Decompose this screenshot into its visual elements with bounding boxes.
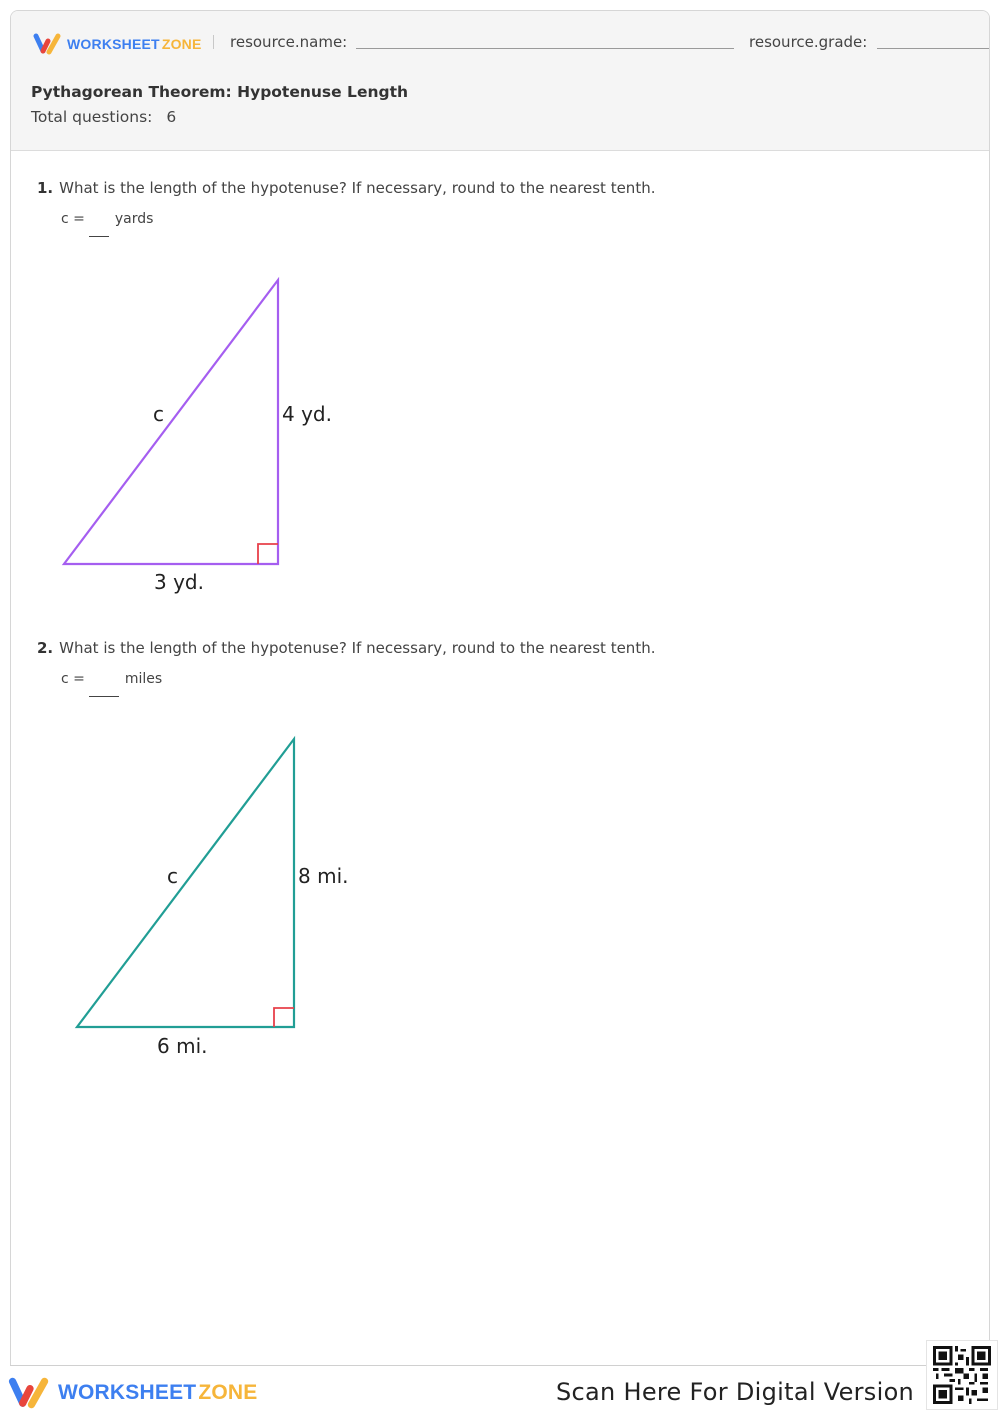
answer-unit: miles	[124, 671, 163, 687]
total-questions-label: Total questions:	[31, 108, 153, 126]
question-number: 1.	[37, 179, 54, 197]
brand-name-part2: ZONE	[161, 36, 202, 52]
vertical-leg-label: 4 yd.	[282, 402, 332, 426]
triangle-shape	[64, 280, 278, 564]
answer-unit: yards	[114, 211, 154, 227]
worksheet-page	[10, 10, 990, 1366]
worksheet-zone-logo-icon	[8, 1377, 52, 1409]
resource-grade-label: resource.grade:	[749, 33, 868, 51]
total-questions-value: 6	[166, 108, 177, 126]
question-number: 2.	[37, 639, 54, 657]
brand-name	[67, 36, 202, 52]
brand-name-part1: WORKSHEET	[67, 36, 160, 52]
question-prompt: What is the length of the hypotenuse? If necessary, round to the nearest tenth.	[59, 179, 656, 197]
resource-grade-line[interactable]	[877, 48, 990, 49]
question-1	[37, 179, 655, 197]
hypotenuse-label: c	[167, 864, 178, 888]
brand-logo	[33, 33, 202, 55]
answer-row-2	[61, 671, 162, 697]
question-2	[37, 639, 655, 657]
qr-code-icon[interactable]	[926, 1340, 998, 1410]
answer-blank[interactable]	[89, 211, 109, 237]
answer-prefix: c =	[61, 671, 85, 687]
hypotenuse-label: c	[153, 402, 164, 426]
worksheet-title: Pythagorean Theorem: Hypotenuse Length	[31, 83, 409, 101]
page-bottom-border	[10, 1365, 990, 1366]
vertical-leg-label: 8 mi.	[298, 864, 349, 888]
right-angle-marker	[274, 1008, 294, 1027]
question-prompt: What is the length of the hypotenuse? If necessary, round to the nearest tenth.	[59, 639, 656, 657]
triangle-figure-2	[51, 731, 391, 1085]
triangle-figure-1	[51, 271, 391, 625]
logo-divider	[213, 35, 214, 49]
scan-instruction: Scan Here For Digital Version	[556, 1378, 915, 1406]
brand-name-part1: WORKSHEET	[58, 1381, 197, 1404]
triangle-shape	[77, 739, 294, 1027]
worksheet-zone-logo-icon	[33, 33, 63, 55]
footer-brand-name	[58, 1381, 257, 1405]
footer-brand-logo	[8, 1377, 257, 1409]
horizontal-leg-label: 6 mi.	[157, 1034, 208, 1058]
answer-row-1	[61, 211, 153, 237]
brand-name-part2: ZONE	[198, 1381, 258, 1404]
worksheet-header	[11, 11, 989, 151]
resource-name-label: resource.name:	[230, 33, 348, 51]
answer-prefix: c =	[61, 211, 85, 227]
horizontal-leg-label: 3 yd.	[154, 570, 204, 594]
total-questions	[31, 108, 176, 126]
answer-blank[interactable]	[89, 671, 119, 697]
right-angle-marker	[258, 544, 278, 564]
resource-name-line[interactable]	[356, 48, 734, 49]
